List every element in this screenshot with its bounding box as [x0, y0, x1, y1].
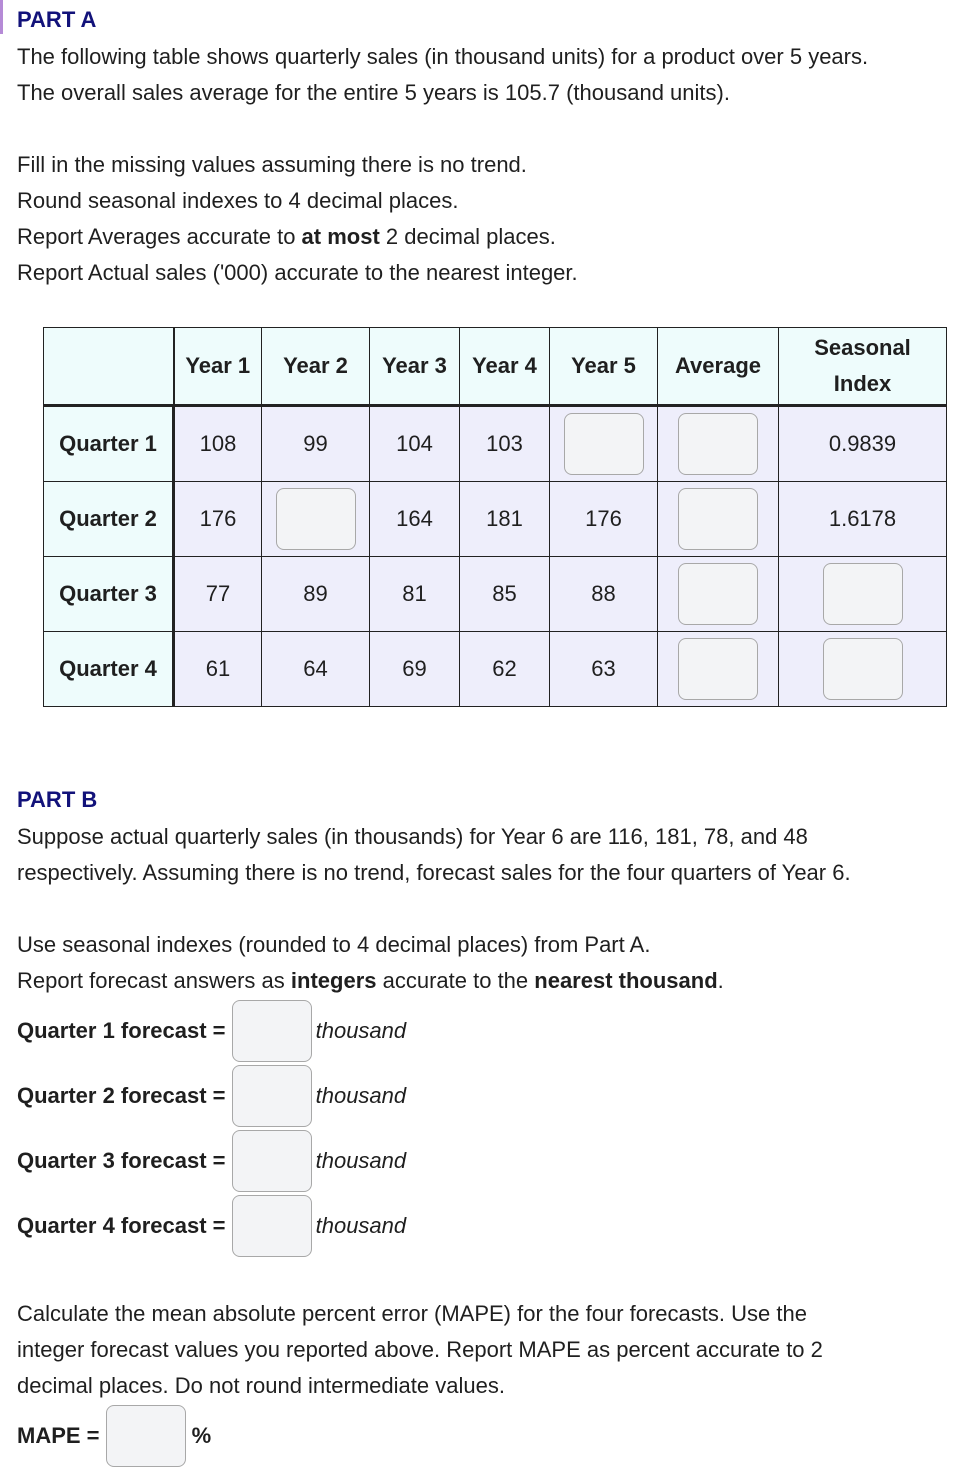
- row-label-quarter-2: Quarter 2: [44, 482, 174, 557]
- instr-bold: integers: [290, 968, 377, 993]
- forecast-unit: thousand: [315, 1148, 407, 1173]
- cell-q3-y3: 81: [370, 557, 460, 632]
- header-average: Average: [658, 328, 779, 406]
- cell-q4-index: [779, 632, 947, 707]
- forecast-label: Quarter 3 forecast =: [17, 1148, 232, 1173]
- mape-label: MAPE =: [17, 1423, 106, 1448]
- forecast-row-q1: [17, 1000, 406, 1062]
- input-q1-year-5[interactable]: [564, 413, 644, 475]
- part-a-intro-1: The following table shows quarterly sales (in thousand units) for a product over 5 years.: [17, 44, 869, 69]
- forecast-q2-input[interactable]: [232, 1065, 312, 1127]
- forecast-unit: thousand: [315, 1213, 407, 1238]
- percent-unit: %: [191, 1423, 212, 1448]
- forecast-row-q4: [17, 1195, 406, 1257]
- instruction-integers: [17, 963, 724, 999]
- cell-q4-y3: 69: [370, 632, 460, 707]
- mape-instruction-1: Calculate the mean absolute percent error (MAPE) for the four forecasts. Use the: [17, 1301, 807, 1326]
- table-row: [44, 557, 947, 632]
- input-q2-average[interactable]: [678, 488, 758, 550]
- input-q1-average[interactable]: [678, 413, 758, 475]
- instruction-round-indexes: Round seasonal indexes to 4 decimal places.: [17, 188, 459, 213]
- cell-q4-y2: 64: [262, 632, 370, 707]
- row-label-quarter-1: Quarter 1: [44, 406, 174, 482]
- forecast-q4-input[interactable]: [232, 1195, 312, 1257]
- header-seasonal-index: Seasonal Index: [779, 328, 947, 406]
- table-header-row: [44, 328, 947, 406]
- part-a-intro-2: The overall sales average for the entire 5 years is 105.7 (thousand units).: [17, 80, 730, 105]
- instr-text: 2 decimal places.: [379, 224, 556, 249]
- instruction-averages: [17, 219, 556, 255]
- cell-q4-average: [658, 632, 779, 707]
- input-q3-average[interactable]: [678, 563, 758, 625]
- cell-q1-index: 0.9839: [779, 406, 947, 482]
- instr-text: Report forecast answers as: [17, 968, 291, 993]
- forecast-row-q2: [17, 1065, 406, 1127]
- mape-row: [17, 1405, 211, 1467]
- table-row: [44, 406, 947, 482]
- header-year-2: Year 2: [262, 328, 370, 406]
- cell-q3-y2: 89: [262, 557, 370, 632]
- cell-q3-y1: 77: [174, 557, 262, 632]
- header-year-1: Year 1: [174, 328, 262, 406]
- part-a-title: PART A: [17, 7, 97, 32]
- table-row: [44, 482, 947, 557]
- cell-q2-index: 1.6178: [779, 482, 947, 557]
- instr-text: Report Averages accurate to: [17, 224, 302, 249]
- instruction-actual-sales: Report Actual sales ('000) accurate to the nearest integer.: [17, 260, 578, 285]
- row-label-quarter-4: Quarter 4: [44, 632, 174, 707]
- row-label-quarter-3: Quarter 3: [44, 557, 174, 632]
- input-q4-seasonal-index[interactable]: [823, 638, 903, 700]
- instr-text: accurate to the: [376, 968, 535, 993]
- part-b-intro-2: respectively. Assuming there is no trend, forecast sales for the four quarters of Year 6.: [17, 860, 851, 885]
- input-q3-seasonal-index[interactable]: [823, 563, 903, 625]
- cell-q2-average: [658, 482, 779, 557]
- header-corner: [44, 328, 174, 406]
- mape-input[interactable]: [106, 1405, 186, 1467]
- cell-q4-y1: 61: [174, 632, 262, 707]
- sales-table: [43, 327, 947, 707]
- instr-text: .: [717, 968, 724, 993]
- mape-instruction-3: decimal places. Do not round intermediate values.: [17, 1373, 505, 1398]
- forecast-row-q3: [17, 1130, 406, 1192]
- table-row: [44, 632, 947, 707]
- cell-q1-y1: 108: [174, 406, 262, 482]
- forecast-label: Quarter 4 forecast =: [17, 1213, 232, 1238]
- input-q4-average[interactable]: [678, 638, 758, 700]
- cell-q1-y3: 104: [370, 406, 460, 482]
- cell-q1-y5: [550, 406, 658, 482]
- instruction-no-trend: Fill in the missing values assuming there is no trend.: [17, 152, 527, 177]
- cell-q1-y2: 99: [262, 406, 370, 482]
- forecast-label: Quarter 1 forecast =: [17, 1018, 232, 1043]
- forecast-q1-input[interactable]: [232, 1000, 312, 1062]
- cell-q2-y2: [262, 482, 370, 557]
- cell-q2-y3: 164: [370, 482, 460, 557]
- cell-q4-y5: 63: [550, 632, 658, 707]
- header-year-5: Year 5: [550, 328, 658, 406]
- forecast-label: Quarter 2 forecast =: [17, 1083, 232, 1108]
- input-q2-year-2[interactable]: [276, 488, 356, 550]
- instruction-use-indexes: Use seasonal indexes (rounded to 4 decimal places) from Part A.: [17, 932, 651, 957]
- cell-q2-y1: 176: [174, 482, 262, 557]
- instr-bold: nearest thousand: [534, 968, 718, 993]
- cell-q3-average: [658, 557, 779, 632]
- forecast-unit: thousand: [315, 1083, 407, 1108]
- instr-bold: at most: [301, 224, 380, 249]
- part-b-title: PART B: [17, 787, 98, 812]
- part-b-intro-1: Suppose actual quarterly sales (in thousands) for Year 6 are 116, 181, 78, and 48: [17, 824, 808, 849]
- cell-q2-y5: 176: [550, 482, 658, 557]
- cell-q3-y5: 88: [550, 557, 658, 632]
- accent-bar: [0, 0, 3, 34]
- cell-q4-y4: 62: [460, 632, 550, 707]
- cell-q1-average: [658, 406, 779, 482]
- forecast-unit: thousand: [315, 1018, 407, 1043]
- header-year-3: Year 3: [370, 328, 460, 406]
- cell-q3-y4: 85: [460, 557, 550, 632]
- cell-q2-y4: 181: [460, 482, 550, 557]
- cell-q1-y4: 103: [460, 406, 550, 482]
- forecast-q3-input[interactable]: [232, 1130, 312, 1192]
- cell-q3-index: [779, 557, 947, 632]
- header-year-4: Year 4: [460, 328, 550, 406]
- mape-instruction-2: integer forecast values you reported above. Report MAPE as percent accurate to 2: [17, 1337, 823, 1362]
